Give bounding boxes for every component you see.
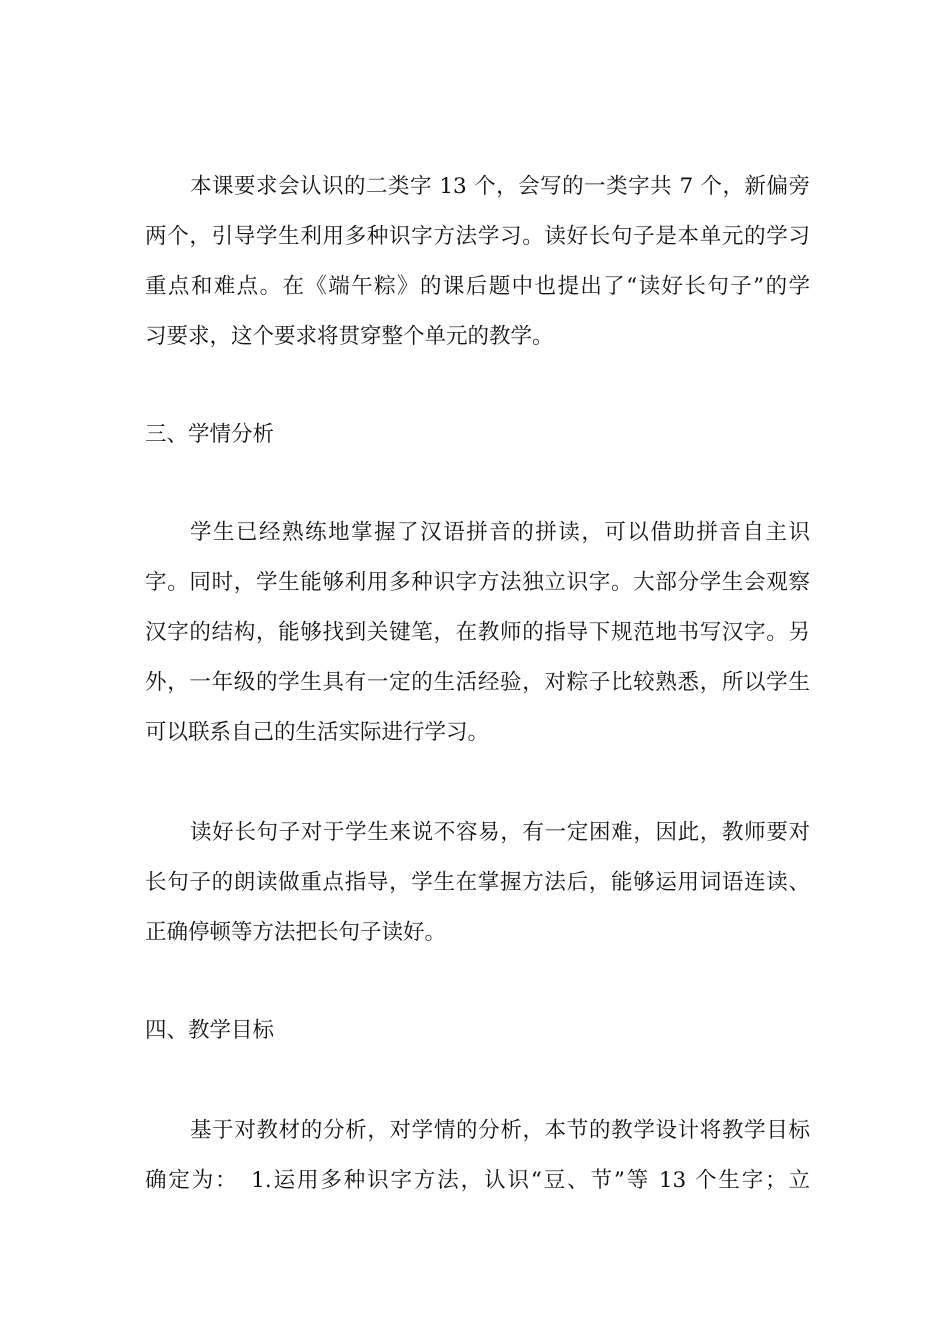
paragraph-materials-line-4: 习要求，这个要求将贯穿整个单元的教学。 <box>145 324 554 349</box>
paragraph-materials-line-2: 两个，引导学生利用多种识字方法学习。读好长句子是本单元的学习 <box>145 224 810 249</box>
paragraph-materials-line-1: 本课要求会认识的二类字 13 个，会写的一类字共 7 个，新偏旁 <box>190 174 810 199</box>
section-heading-student-analysis: 三、学情分析 <box>145 422 275 447</box>
paragraph-students-line-5: 可以联系自己的生活实际进行学习。 <box>145 720 490 745</box>
paragraph-long-sentences-line-3: 正确停顿等方法把长句子读好。 <box>145 920 447 945</box>
paragraph-goals-line-2: 确定为： 1.运用多种识字方法，认识“豆、节”等 13 个生字；立 <box>145 1168 810 1193</box>
paragraph-long-sentences-line-1: 读好长句子对于学生来说不容易，有一定困难，因此，教师要对 <box>190 820 810 845</box>
paragraph-students-line-4: 外，一年级的学生具有一定的生活经验，对粽子比较熟悉，所以学生 <box>145 670 810 695</box>
paragraph-students-line-1: 学生已经熟练地掌握了汉语拼音的拼读，可以借助拼音自主识 <box>190 520 810 545</box>
paragraph-goals-line-1: 基于对教材的分析，对学情的分析，本节的教学设计将教学目标 <box>190 1118 810 1143</box>
paragraph-materials-line-3: 重点和难点。在《端午粽》的课后题中也提出了“读好长句子”的学 <box>145 274 810 299</box>
paragraph-long-sentences-line-2: 长句子的朗读做重点指导，学生在掌握方法后，能够运用词语连读、 <box>145 870 810 895</box>
section-heading-teaching-goals: 四、教学目标 <box>145 1018 275 1043</box>
paragraph-students-line-2: 字。同时，学生能够利用多种识字方法独立识字。大部分学生会观察 <box>145 570 810 595</box>
paragraph-students-line-3: 汉字的结构，能够找到关键笔，在教师的指导下规范地书写汉字。另 <box>145 620 810 645</box>
